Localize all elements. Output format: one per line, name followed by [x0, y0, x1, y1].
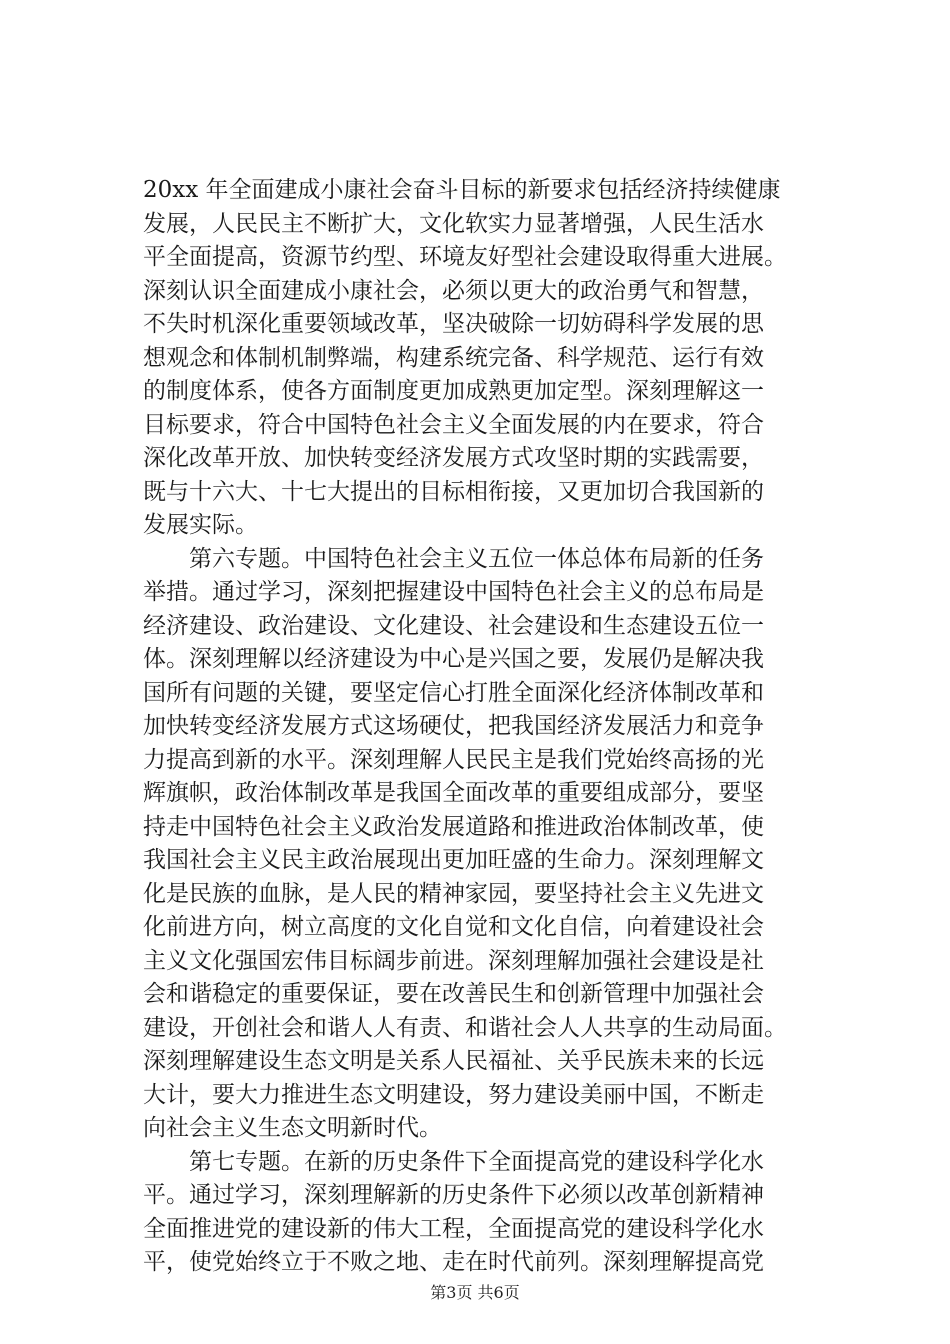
text-line: 想观念和体制机制弊端，构建系统完备、科学规范、运行有效	[143, 344, 764, 371]
text-line: 深刻理解建设生态文明是关系人民福祉、关乎民族未来的长远	[143, 1048, 764, 1074]
text-line: 深化改革开放、加快转变经济发展方式攻坚时期的实践需要，	[143, 445, 764, 471]
text-line: 发展，人民民主不断扩大，文化软实力显著增强，人民生活水	[143, 210, 764, 237]
paragraph-start-line: 第六专题。中国特色社会主义五位一体总体布局新的任务	[189, 545, 764, 572]
text-line: 我国社会主义民主政治展现出更加旺盛的生命力。深刻理解文	[143, 847, 764, 873]
text-line: 全面推进党的建设新的伟大工程，全面提高党的建设科学化水	[143, 1215, 764, 1242]
text-line: 发展实际。	[143, 512, 258, 538]
text-line: 会和谐稳定的重要保证，要在改善民生和创新管理中加强社会	[143, 981, 764, 1007]
text-line: 持走中国特色社会主义政治发展道路和推进政治体制改革，使	[143, 813, 764, 840]
text-line: 体。深刻理解以经济建设为中心是兴国之要，发展仍是解决我	[143, 646, 764, 672]
text-line: 主义文化强国宏伟目标阔步前进。深刻理解加强社会建设是社	[143, 947, 764, 974]
text-line: 不失时机深化重要领域改革，坚决破除一切妨碍科学发展的思	[143, 311, 764, 337]
text-line: 20xx 年全面建成小康社会奋斗目标的新要求包括经济持续健康	[143, 177, 781, 203]
text-line: 向社会主义生态文明新时代。	[143, 1115, 442, 1141]
text-line: 的制度体系，使各方面制度更加成熟更加定型。深刻理解这一	[143, 378, 764, 404]
text-line: 平全面提高，资源节约型、环境友好型社会建设取得重大进展。	[143, 244, 787, 270]
text-line: 建设，开创社会和谐人人有责、和谐社会人人共享的生动局面。	[143, 1014, 787, 1041]
text-line: 平。通过学习，深刻理解新的历史条件下必须以改革创新精神	[143, 1182, 764, 1208]
text-line: 大计，要大力推进生态文明建设，努力建设美丽中国，不断走	[143, 1081, 764, 1108]
text-line: 辉旗帜，政治体制改革是我国全面改革的重要组成部分，要坚	[143, 780, 764, 806]
text-line: 目标要求，符合中国特色社会主义全面发展的内在要求，符合	[143, 411, 764, 438]
text-line: 加快转变经济发展方式这场硬仗，把我国经济发展活力和竞争	[143, 713, 764, 739]
text-line: 化是民族的血脉，是人民的精神家园，要坚持社会主义先进文	[143, 880, 764, 907]
document-body	[143, 174, 843, 1280]
text-line: 举措。通过学习，深刻把握建设中国特色社会主义的总布局是	[143, 579, 764, 605]
page-footer: 第3页 共6页	[430, 1283, 520, 1302]
text-line: 平，使党始终立于不败之地、走在时代前列。深刻理解提高党	[143, 1249, 764, 1275]
text-line: 经济建设、政治建设、文化建设、社会建设和生态建设五位一	[143, 612, 764, 639]
paragraph-start-line: 第七专题。在新的历史条件下全面提高党的建设科学化水	[189, 1148, 764, 1175]
text-line: 既与十六大、十七大提出的目标相衔接，又更加切合我国新的	[143, 478, 764, 505]
text-line: 深刻认识全面建成小康社会，必须以更大的政治勇气和智慧，	[143, 277, 764, 304]
text-line: 力提高到新的水平。深刻理解人民民主是我们党始终高扬的光	[143, 746, 764, 773]
text-line: 化前进方向，树立高度的文化自觉和文化自信，向着建设社会	[143, 914, 764, 940]
text-line: 国所有问题的关键，要坚定信心打胜全面深化经济体制改革和	[143, 679, 764, 706]
